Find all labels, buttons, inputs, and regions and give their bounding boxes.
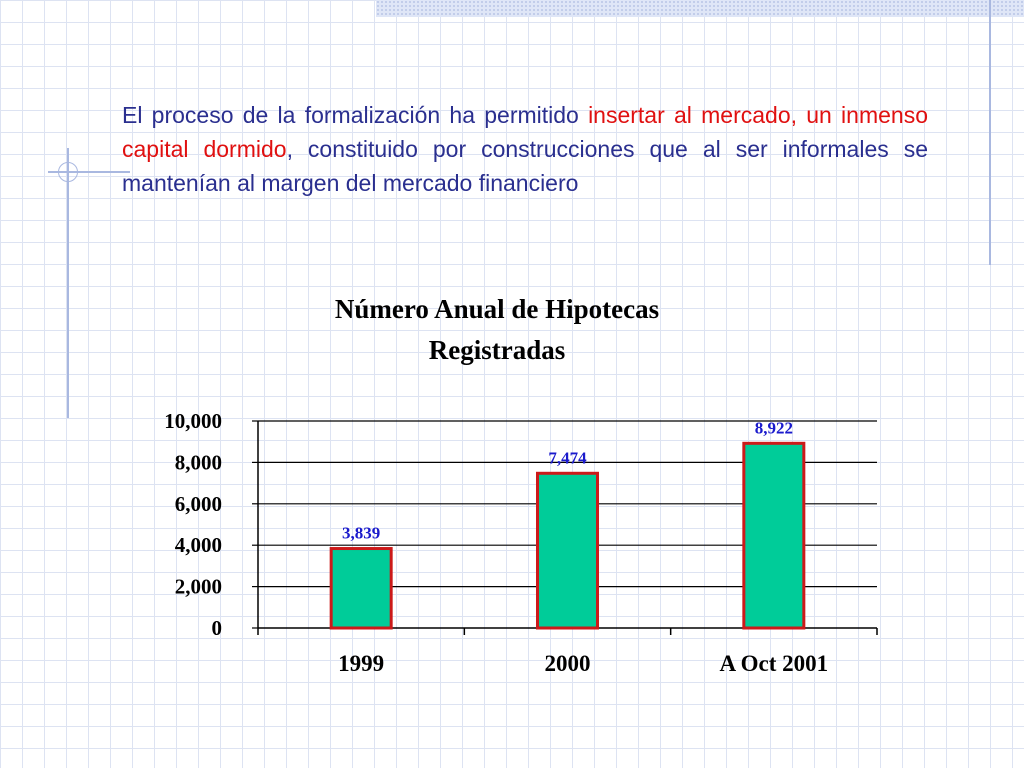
bar-value-label: 7,474 bbox=[548, 448, 587, 468]
bar-2000 bbox=[538, 473, 598, 628]
bar-1999 bbox=[331, 549, 391, 628]
bar-value-label: 8,922 bbox=[754, 418, 793, 438]
y-tick-label: 8,000 bbox=[174, 450, 222, 475]
y-tick-label: 4,000 bbox=[174, 533, 222, 558]
paragraph-text: El proceso de la formalización ha permitido bbox=[122, 102, 589, 128]
x-category-label: 2000 bbox=[544, 651, 591, 676]
chart-title-line: Número Anual de Hipotecas bbox=[334, 294, 660, 324]
bar-a-oct-2001 bbox=[744, 443, 804, 628]
bar-value-label: 3,839 bbox=[342, 523, 381, 543]
y-tick-label: 6,000 bbox=[174, 491, 222, 516]
x-category-label: 1999 bbox=[338, 651, 385, 676]
chart-title-line: Registradas bbox=[428, 335, 566, 365]
y-tick-label: 0 bbox=[211, 616, 222, 640]
paragraph-highlight-text: insertar al mercado, un inmenso capital dormido bbox=[122, 102, 928, 162]
paragraph-text: , constituido por construcciones que al ser informales se mantenían al margen del mercado financiero bbox=[122, 136, 929, 196]
y-tick-label: 2,000 bbox=[174, 574, 222, 599]
x-category-label: A Oct 2001 bbox=[719, 651, 829, 676]
y-tick-label: 10,000 bbox=[164, 409, 222, 433]
